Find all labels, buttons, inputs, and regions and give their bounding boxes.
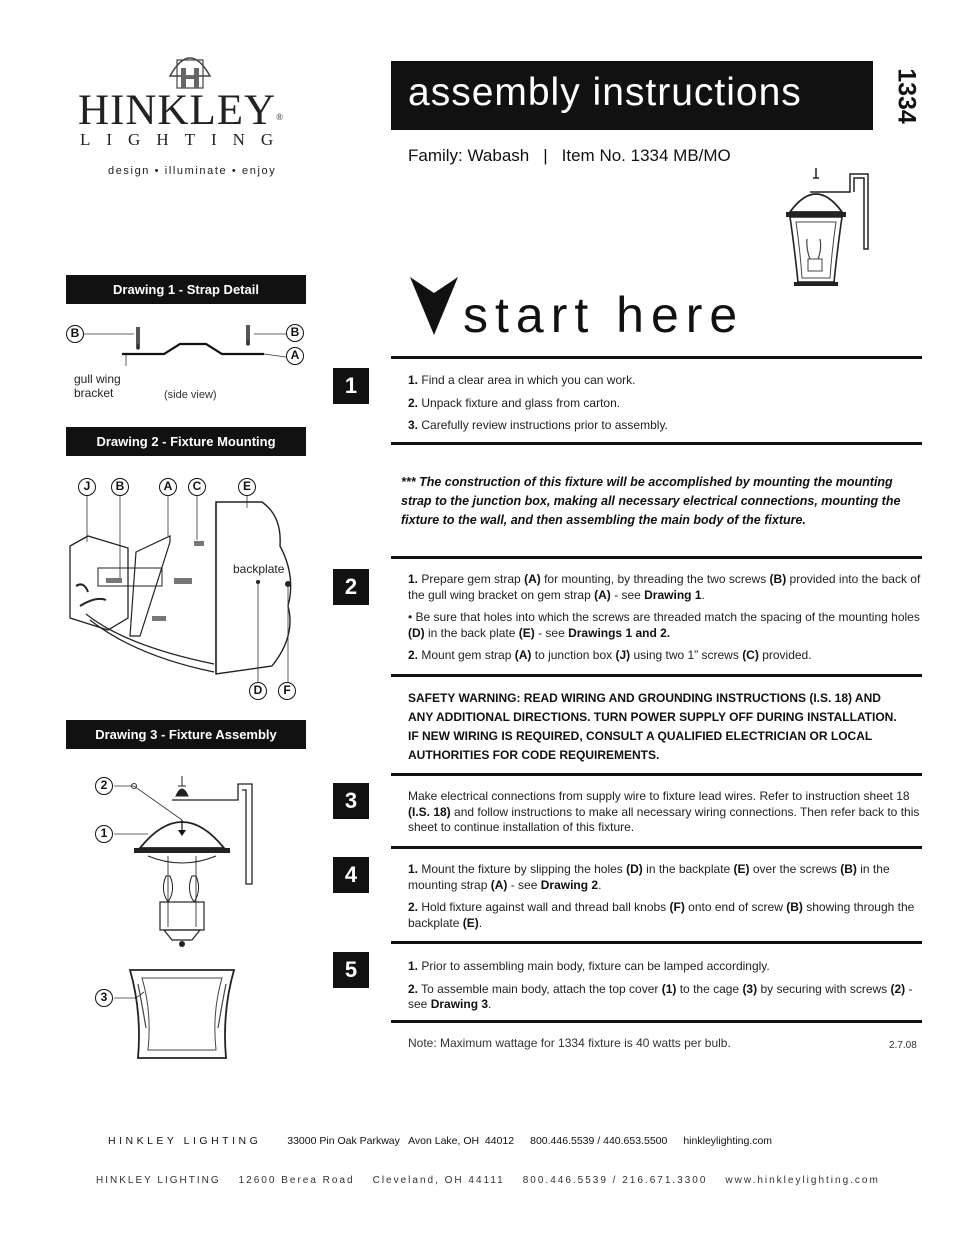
- step-5-number: 5: [333, 952, 369, 988]
- footer-brand: HINKLEY LIGHTING: [108, 1135, 262, 1147]
- warning-top-rule: [391, 674, 922, 677]
- footer-web: www.hinkleylighting.com: [725, 1175, 880, 1186]
- family-line: [408, 146, 731, 166]
- start-arrow-icon: [410, 277, 458, 337]
- step-4-text: 1. Mount the fixture by slipping the holes (D) in the backplate (E) over the screws (B) in the mounting strap (A) - see Drawing 2. 2. Hold fixture against wall and thread ball knobs (F) onto end of screw (B) showing through the backplate (E).: [408, 862, 915, 930]
- marker-b-right: B: [286, 324, 304, 342]
- marker-b: B: [111, 478, 129, 496]
- step-2-rule: [391, 556, 922, 559]
- marker-c: C: [188, 478, 206, 496]
- step-1-item: 2. Unpack fixture and glass from carton.: [408, 395, 621, 410]
- step-5-bottom-rule: [391, 1020, 922, 1023]
- family-name: Family: Wabash: [408, 146, 530, 165]
- marker-2: 2: [95, 777, 113, 795]
- marker-a: A: [159, 478, 177, 496]
- step-3-rule: [391, 773, 922, 776]
- drawing-3-title: Drawing 3 - Fixture Assembly: [66, 720, 306, 749]
- step-1-rule: [391, 356, 922, 359]
- step-4-number: 4: [333, 857, 369, 893]
- construction-note: *** The construction of this fixture will be accomplished by mounting the mounting strap to the junction box, making all necessary electrical connections, mounting the fixture to the wall, and then assembling the main body of the fixture.: [401, 475, 901, 527]
- footer-old-address: [108, 1135, 772, 1147]
- family-separator: |: [543, 146, 548, 165]
- marker-1: 1: [95, 825, 113, 843]
- logo-brand: HINKLEY®: [78, 87, 284, 134]
- gull-wing-label: gull wing: [74, 372, 121, 386]
- footer-brand: HINKLEY LIGHTING: [96, 1175, 221, 1186]
- step-1-text: [408, 373, 924, 441]
- marker-3: 3: [95, 989, 113, 1007]
- drawing-2-title: Drawing 2 - Fixture Mounting: [66, 427, 306, 456]
- step-3-number: 3: [333, 783, 369, 819]
- item-no: Item No. 1334 MB/MO: [561, 146, 731, 165]
- marker-e: E: [238, 478, 256, 496]
- footer-phone: 800.446.5539 / 216.671.3300: [522, 1175, 708, 1186]
- footer-web: hinkleylighting.com: [683, 1135, 773, 1147]
- safety-warning: SAFETY WARNING: READ WIRING AND GROUNDING INSTRUCTIONS (I.S. 18) AND ANY ADDITIONAL DIRECTIONS. TURN POWER SUPPLY OFF DURING INSTALLATION. IF NEW WIRING IS REQUIRED, CONSULT A QUALIFIED ELECTRICIAN OR LOCAL AUTHORITIES FOR CODE REQUIREMENTS.: [408, 691, 897, 762]
- step-2-number: 2: [333, 569, 369, 605]
- bracket-label: bracket: [74, 386, 114, 400]
- backplate-label: backplate: [233, 562, 285, 576]
- marker-j: J: [78, 478, 96, 496]
- footer-phone: 800.446.5539 / 440.653.5500: [530, 1135, 668, 1147]
- drawing-1-title: Drawing 1 - Strap Detail: [66, 275, 306, 304]
- step-5-text: 1. Prior to assembling main body, fixture can be lamped accordingly. 2. To assemble main body, attach the top cover (1) to the cage (3) by securing with screws (2) - see Drawing 3.: [408, 959, 913, 1011]
- step-1-item: 1. Find a clear area in which you can work.: [408, 373, 636, 387]
- start-here: start here: [463, 287, 745, 343]
- footer-city: Cleveland, OH 44111: [372, 1175, 505, 1186]
- fixture-assembly-drawing: [112, 772, 272, 1062]
- logo-sub: LIGHTING: [80, 130, 290, 149]
- logo-emblem-icon: [165, 46, 215, 90]
- footer-address: 33000 Pin Oak Parkway Avon Lake, OH 44012: [287, 1135, 515, 1147]
- revision-date: 2.7.08: [889, 1040, 917, 1051]
- page-title: assembly instructions: [391, 61, 873, 130]
- item-number-vertical: 1334: [892, 68, 921, 124]
- product-lantern-illustration: [780, 164, 880, 294]
- step-1-bottom-rule: [391, 442, 922, 445]
- marker-d: D: [249, 682, 267, 700]
- footer-new-address: [96, 1175, 880, 1186]
- marker-b-left: B: [66, 325, 84, 343]
- step-1-item: 3. Carefully review instructions prior to assembly.: [408, 418, 668, 432]
- max-wattage-note: Note: Maximum wattage for 1334 fixture is 40 watts per bulb.: [408, 1036, 731, 1050]
- step-4-rule: [391, 846, 922, 849]
- marker-a: A: [286, 347, 304, 365]
- footer-street: 12600 Berea Road: [238, 1175, 355, 1186]
- logo-tagline: design • illuminate • enjoy: [108, 165, 277, 177]
- side-view-label: (side view): [164, 389, 217, 401]
- fixture-mounting-drawing: [66, 496, 306, 682]
- step-5-rule: [391, 941, 922, 944]
- marker-f: F: [278, 682, 296, 700]
- step-2-text: 1. Prepare gem strap (A) for mounting, by threading the two screws (B) provided into the back of the gull wing bracket on gem strap (A) - see Drawing 1. • Be sure that holes into which the screws are threaded match the spacing of the mounting holes (D) in the back plate (E) - see Drawings 1 and 2. 2. Mount gem strap (A) to junction box (J) using two 1” screws (C) provided.: [408, 572, 921, 662]
- step-3-text: Make electrical connections from supply wire to fixture lead wires. Refer to instruction sheet 18 (I.S. 18) and follow instructions to make all necessary wiring connections. Then refer back to this sheet to continue installation of this fixture.: [408, 789, 920, 834]
- step-1-number: 1: [333, 368, 369, 404]
- strap-detail-drawing: [84, 322, 294, 370]
